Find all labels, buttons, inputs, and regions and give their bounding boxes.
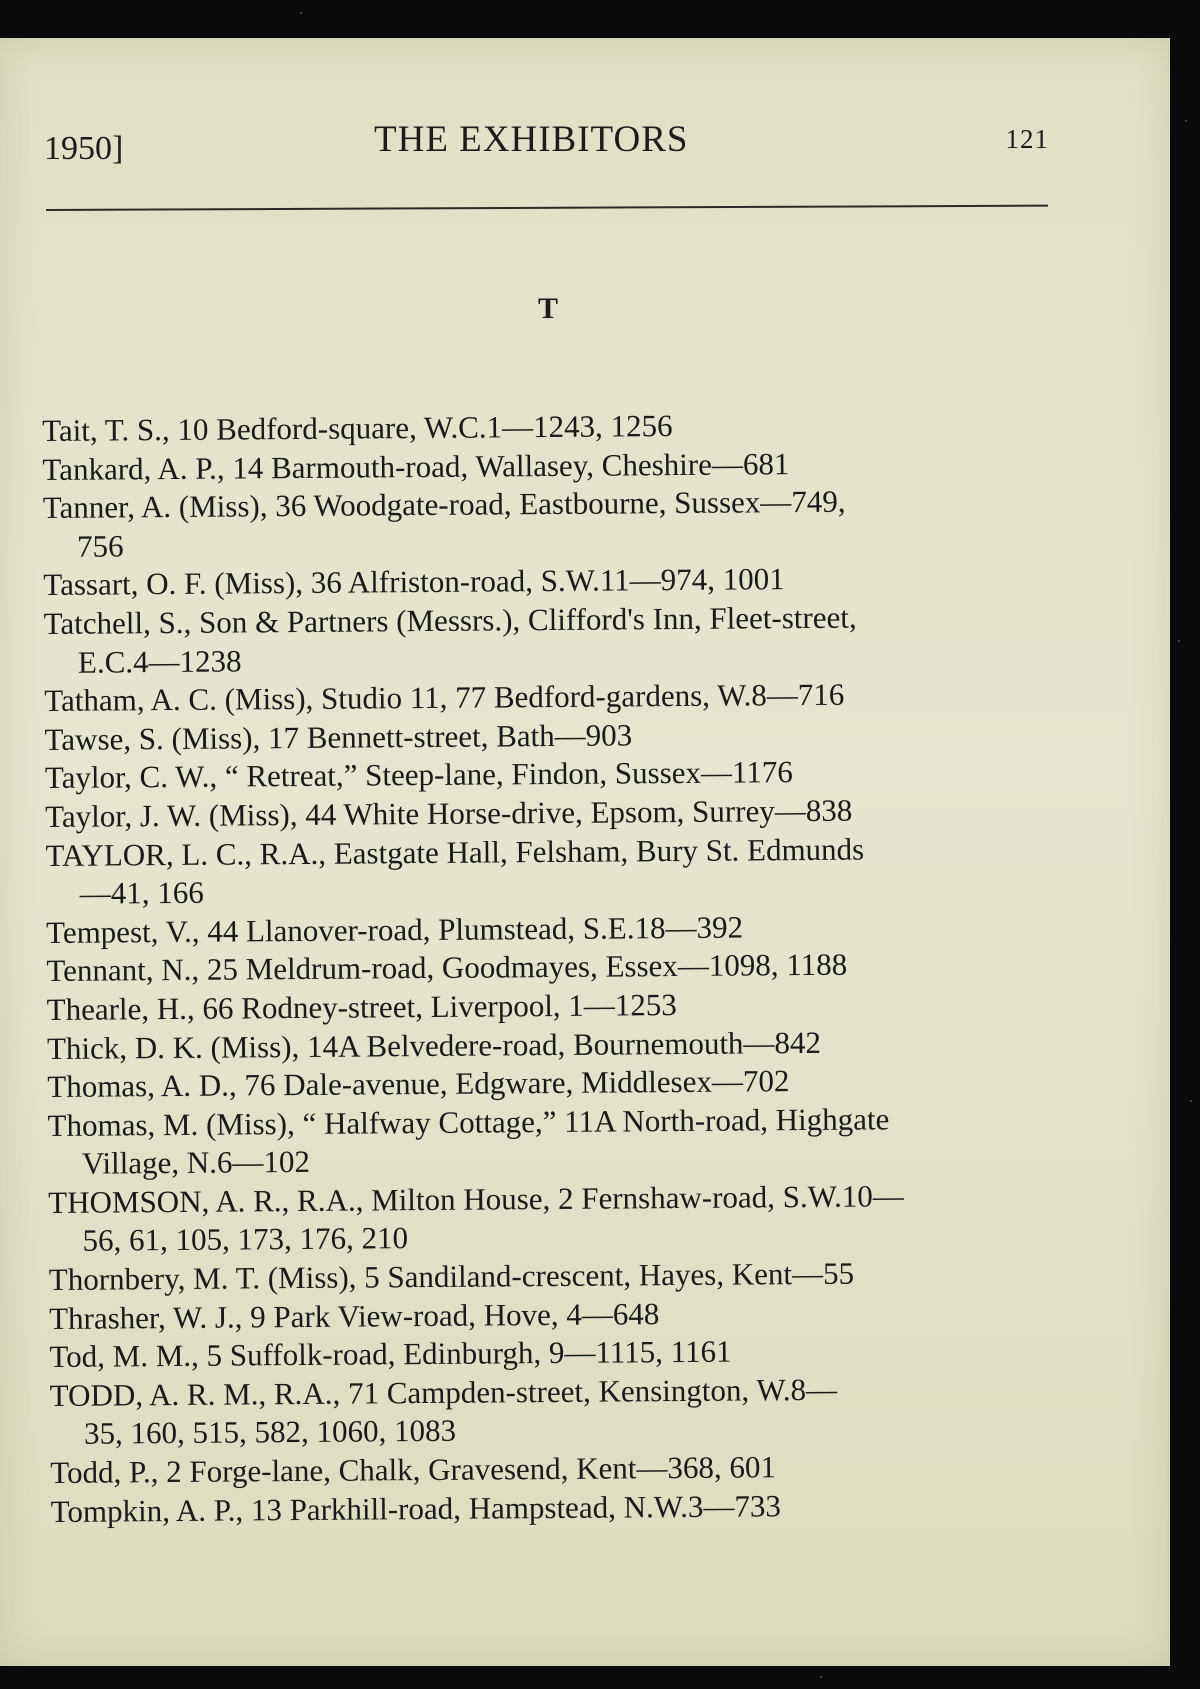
entry-line: Tod, M. M., 5 Suffolk-road, Edinburgh, 9—1115, 1161 bbox=[49, 1333, 732, 1375]
entry-line: Thrasher, W. J., 9 Park View-road, Hove, 4—648 bbox=[48, 1295, 660, 1336]
section-letter: T bbox=[538, 292, 559, 325]
page-header bbox=[44, 118, 1049, 174]
entry-line: Tennant, N., 25 Meldrum-road, Goodmayes, Essex—1098, 1188 bbox=[46, 947, 848, 989]
entry-line: Tawse, S. (Miss), 17 Bennett-street, Bath—903 bbox=[44, 717, 633, 757]
entry-continuation: 756 bbox=[76, 528, 124, 564]
entry-line: TODD, A. R. M., R.A., 71 Campden-street, Kensington, W.8— bbox=[49, 1371, 838, 1413]
entry-line: Taylor, J. W. (Miss), 44 White Horse-drive, Epsom, Surrey—838 bbox=[45, 792, 853, 834]
entry-line: Thick, D. K. (Miss), 14A Belvedere-road, Bournemouth—842 bbox=[46, 1024, 822, 1066]
entry-continuation: Village, N.6—102 bbox=[81, 1144, 311, 1181]
page-title: THE EXHIBITORS bbox=[374, 119, 689, 160]
entry-continuation: —41, 166 bbox=[79, 874, 204, 911]
exhibitor-entry bbox=[43, 481, 1084, 566]
entry-line: TAYLOR, L. C., R.A., Eastgate Hall, Felsham, Bury St. Edmunds bbox=[45, 831, 865, 873]
exhibitor-entry bbox=[50, 1369, 1091, 1454]
entry-line: Todd, P., 2 Forge-lane, Chalk, Gravesend, Kent—368, 601 bbox=[50, 1449, 777, 1490]
entry-line: Taylor, C. W., “ Retreat,” Steep-lane, Findon, Sussex—1176 bbox=[44, 754, 793, 796]
entry-line: Tanner, A. (Miss), 36 Woodgate-road, Eastbourne, Sussex—749, bbox=[42, 483, 846, 526]
exhibitor-entry bbox=[48, 1176, 1089, 1261]
entry-line: Thornbery, M. T. (Miss), 5 Sandiland-crescent, Hayes, Kent—55 bbox=[48, 1255, 855, 1298]
entry-line: Tatchell, S., Son & Partners (Messrs.), Clifford's Inn, Fleet-street, bbox=[43, 599, 857, 641]
entry-line: THOMSON, A. R., R.A., Milton House, 2 Fernshaw-road, S.W.10— bbox=[48, 1178, 904, 1220]
entry-line: Thearle, H., 66 Rodney-street, Liverpool, 1—1253 bbox=[46, 986, 677, 1027]
page-number: 121 bbox=[1005, 124, 1049, 154]
entry-line: Tempest, V., 44 Llanover-road, Plumstead, S.E.18—392 bbox=[45, 909, 744, 950]
entry-line: Tait, T. S., 10 Bedford-square, W.C.1—1243, 1256 bbox=[42, 408, 673, 448]
entry-line: Thomas, A. D., 76 Dale-avenue, Edgware, Middlesex—702 bbox=[47, 1063, 790, 1105]
exhibitor-list bbox=[42, 404, 1091, 1531]
entry-continuation: E.C.4—1238 bbox=[77, 643, 242, 680]
entry-line: Tankard, A. P., 14 Barmouth-road, Wallasey, Cheshire—681 bbox=[42, 445, 790, 487]
entry-continuation: 35, 160, 515, 582, 1060, 1083 bbox=[83, 1413, 457, 1452]
entry-line: Tompkin, A. P., 13 Parkhill-road, Hampstead, N.W.3—733 bbox=[50, 1487, 782, 1529]
entry-continuation: 56, 61, 105, 173, 176, 210 bbox=[82, 1220, 409, 1259]
exhibitor-entry bbox=[50, 1484, 1090, 1531]
entry-line: Tatham, A. C. (Miss), Studio 11, 77 Bedford-gardens, W.8—716 bbox=[44, 676, 845, 719]
exhibitor-entry bbox=[47, 1098, 1088, 1183]
exhibitor-entry bbox=[44, 597, 1085, 682]
page-year: 1950] bbox=[44, 130, 124, 167]
exhibitor-entry bbox=[45, 828, 1086, 913]
entry-line: Tassart, O. F. (Miss), 36 Alfriston-road, S.W.11—974, 1001 bbox=[43, 561, 785, 603]
entry-line: Thomas, M. (Miss), “ Halfway Cottage,” 11A North-road, Highgate bbox=[47, 1101, 890, 1143]
